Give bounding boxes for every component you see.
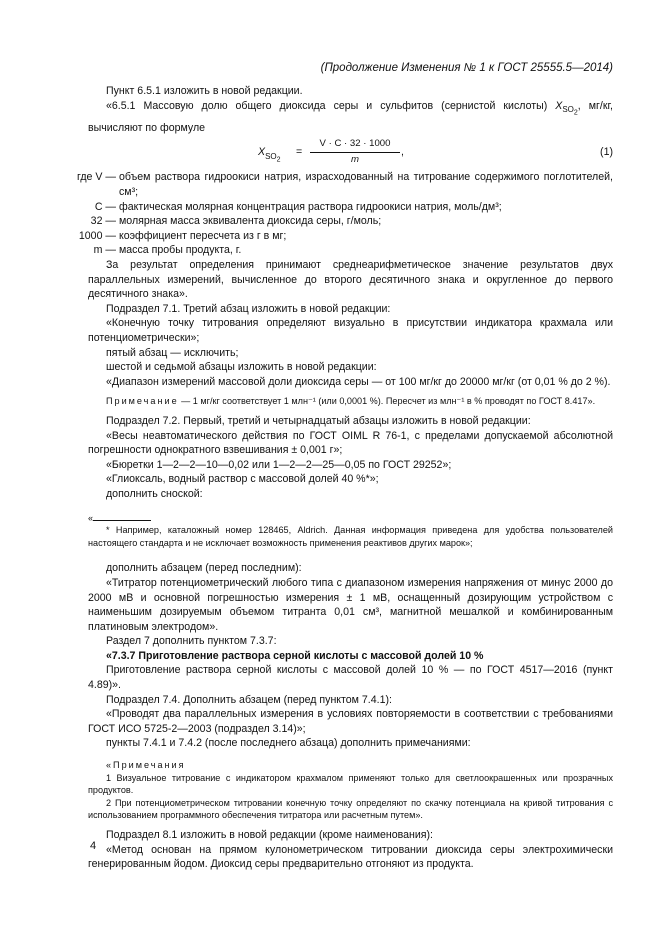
definition-row	[58, 170, 613, 199]
note-paragraph	[88, 395, 613, 408]
formula-comma: ,	[401, 146, 404, 159]
paragraph: Подраздел 8.1 изложить в новой редакции (кроме наименования):	[106, 829, 434, 842]
paragraph-6-5-1	[88, 99, 613, 136]
definition-text: объем раствора гидроокиси натрия, израсходованный на титрование содержимого поглотителей, см³;	[119, 171, 613, 199]
definition-text: молярная масса эквивалента диоксида серы, г/моль;	[119, 215, 382, 228]
paragraph: Подраздел 7.1. Третий абзац изложить в новой редакции:	[106, 302, 391, 315]
formula-denominator: m	[351, 154, 359, 166]
footnote-quote-mark: «	[88, 512, 94, 523]
paragraph: Подраздел 7.2. Первый, третий и четырнадцатый абзацы изложить в новой редакции:	[106, 414, 531, 427]
definition-row	[58, 229, 613, 244]
definition-term: C —	[94, 200, 116, 213]
page-number: 4	[90, 840, 97, 852]
definition-term: где V —	[76, 171, 116, 184]
paragraph: пятый абзац — исключить;	[106, 346, 239, 359]
paragraph: «Титратор потенциометрический любого типа с диапазоном измерения напряжения от минус 2000 до 2000 мВ и основной погрешностью измерения ± 1 мВ, оснащенный дозирующим устройством с наименьшим дозируемым объемом титранта 0,01 см³, магнитной мешалкой и комбинированным платиновым электродом».	[88, 576, 613, 633]
formula-numerator: V · C · 32 · 1000	[310, 137, 400, 153]
paragraph: «Глиоксаль, водный раствор с массовой долей 40 %*»;	[106, 473, 379, 486]
paragraph: Подраздел 7.4. Дополнить абзацем (перед пунктом 7.4.1):	[106, 693, 392, 706]
definition-text: масса пробы продукта, г.	[119, 244, 242, 257]
formula-1	[88, 137, 613, 167]
paragraph: «Весы неавтоматического действия по ГОСТ OIML R 76-1, с пределами допускаемой абсолютной погрешности однократного взвешивания ± 0,001 г»;	[88, 429, 613, 457]
definition-text: фактическая молярная концентрация раствора гидроокиси натрия, моль/дм³;	[119, 200, 502, 213]
paragraph: Раздел 7 дополнить пунктом 7.3.7:	[106, 635, 277, 648]
subsection-heading: «7.3.7 Приготовление раствора серной кислоты с массовой долей 10 %	[106, 649, 484, 662]
formula-lhs-var: X	[258, 146, 266, 159]
running-header: (Продолжение Изменения № 1 к ГОСТ 25555.5—2014)	[320, 62, 613, 74]
paragraph: «Конечную точку титрования определяют визуально в присутствии индикатора крахмала или потенциометрически»;	[88, 317, 613, 345]
paragraph: «Метод основан на прямом кулонометрическом титровании диоксида серы электрохимически генерированным йодом. Диоксид серы предварительно отгоняют из продукта.	[88, 843, 613, 871]
notes-label: «Примечания	[106, 760, 186, 771]
paragraph: дополнить абзацем (перед последним):	[106, 562, 302, 575]
definition-term: m —	[93, 244, 116, 257]
note-label: Примечание	[106, 396, 179, 407]
paragraph: «Бюретки 1—2—2—10—0,02 или 1—2—2—25—0,05 по ГОСТ 29252»;	[106, 458, 452, 471]
subscript: SO	[562, 104, 574, 114]
note-item: 1 Визуальное титрование с индикатором крахмалом применяют только для светлоокрашенных или прозрачных продуктов.	[88, 772, 613, 796]
text-run: , мг/кг, вычисляют по формуле	[88, 99, 613, 134]
definition-text: коэффициент пересчета из г в мг;	[119, 229, 287, 242]
paragraph: За результат определения принимают среднеарифметическое значение результатов двух параллельных измерений, вычисленное до второго десятичного знака и округленное до первого десятичного знака».	[88, 259, 613, 301]
formula-equals: =	[296, 146, 303, 159]
paragraph: «Диапазон измерений массовой доли диоксида серы — от 100 мг/кг до 20000 мг/кг (от 0,01 % до 2 %).	[106, 375, 611, 388]
definition-row	[58, 200, 613, 215]
formula-definitions	[58, 170, 613, 258]
paragraph: «Проводят два параллельных измерения в условиях повторяемости в соответствии с требованиями ГОСТ ИСО 5725-2—2003 (подраздел 3.14)»;	[88, 708, 613, 735]
text-run: «6.5.1 Массовую долю общего диоксида серы и сульфитов (сернистой кислоты)	[106, 99, 556, 112]
definition-row	[58, 243, 613, 258]
footnote: * Например, каталожный номер 128465, Aldrich. Данная информация приведена для удобства пользователей настоящего стандарта и не исключает возможность применения реактивов других марок»;	[88, 525, 613, 548]
footnote-separator-row	[88, 512, 613, 525]
formula-lhs	[258, 145, 281, 167]
paragraph: пункты 7.4.1 и 7.4.2 (после последнего абзаца) дополнить примечаниями:	[106, 737, 471, 750]
definition-term: 32 —	[90, 215, 116, 228]
document-body	[76, 84, 613, 872]
variable-x: X	[555, 99, 563, 112]
definition-term: 1000 —	[78, 229, 116, 242]
subscript-2: 2	[573, 109, 578, 117]
paragraph: Приготовление раствора серной кислоты с массовой долей 10 % — по ГОСТ 4517—2016 (пункт 4.89)».	[88, 664, 613, 692]
definition-row	[58, 214, 613, 229]
paragraph: дополнить сноской:	[106, 487, 203, 500]
formula-fraction	[310, 137, 400, 167]
note-text: — 1 мг/кг соответствует 1 млн⁻¹ (или 0,0001 %). Пересчет из млн⁻¹ в % проводят по ГОСТ 8.417».	[178, 396, 596, 407]
footnote-separator	[93, 520, 151, 521]
paragraph: Пункт 6.5.1 изложить в новой редакции.	[106, 85, 303, 97]
note-item: 2 При потенциометрическом титровании конечную точку определяют по скачку потенциала на кривой титрования с использованием программного обеспечения титратора или расчетным путем».	[88, 797, 613, 821]
paragraph: шестой и седьмой абзацы изложить в новой редакции:	[106, 361, 377, 374]
formula-number: (1)	[600, 146, 613, 159]
formula-lhs-sub2: 2	[276, 156, 281, 164]
formula-lhs-sub: SO	[265, 151, 277, 161]
